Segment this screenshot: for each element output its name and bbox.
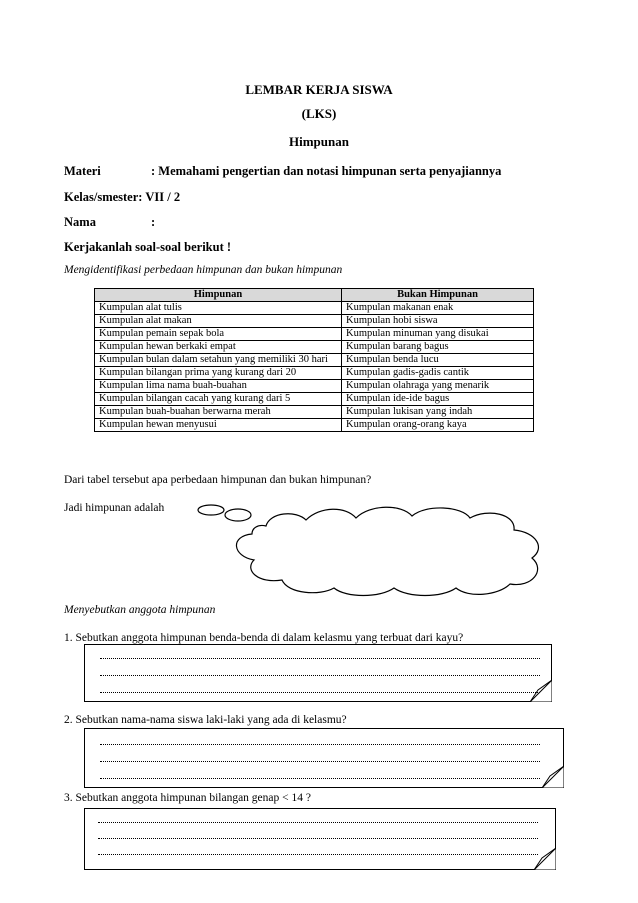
- table-cell: Kumpulan benda lucu: [342, 354, 534, 367]
- nama-value: :: [151, 215, 156, 229]
- table-cell: Kumpulan hewan menyusui: [95, 419, 342, 432]
- question-2: 2. Sebutkan nama-nama siswa laki-laki yang ada di kelasmu?: [64, 714, 347, 726]
- answer-line[interactable]: [100, 744, 540, 745]
- table-cell: Kumpulan olahraga yang menarik: [342, 380, 534, 393]
- answer-line[interactable]: [100, 692, 540, 693]
- table-row: [95, 341, 534, 354]
- table-cell: Kumpulan buah-buahan berwarna merah: [95, 406, 342, 419]
- instruction: Kerjakanlah soal-soal berikut !: [64, 240, 232, 254]
- table-cell: Kumpulan hewan berkaki empat: [95, 341, 342, 354]
- table-row: [95, 354, 534, 367]
- folded-corner-icon: [534, 848, 556, 870]
- table-cell: Kumpulan ide-ide bagus: [342, 393, 534, 406]
- answer-box-2[interactable]: [84, 728, 564, 788]
- section1-question: Dari tabel tersebut apa perbedaan himpunan dan bukan himpunan?: [64, 474, 372, 486]
- table-cell: Kumpulan orang-orang kaya: [342, 419, 534, 432]
- folded-corner-icon: [542, 766, 564, 788]
- cloud-answer-area[interactable]: [196, 500, 576, 600]
- table-row: [95, 419, 534, 432]
- himpunan-table: [94, 288, 534, 432]
- table-cell: Kumpulan bilangan cacah yang kurang dari 5: [95, 393, 342, 406]
- answer-line[interactable]: [98, 854, 538, 855]
- answer-box-3[interactable]: [84, 808, 556, 870]
- section1-conclusion: Jadi himpunan adalah: [64, 502, 165, 514]
- materi-value: : Memahami pengertian dan notasi himpunan serta penyajiannya: [151, 164, 502, 178]
- table-header-bukan-himpunan: Bukan Himpunan: [342, 289, 534, 302]
- table-cell: Kumpulan lukisan yang indah: [342, 406, 534, 419]
- worksheet-topic: Himpunan: [289, 134, 349, 149]
- table-cell: Kumpulan barang bagus: [342, 341, 534, 354]
- materi-label: Materi: [64, 164, 101, 178]
- table-cell: Kumpulan bilangan prima yang kurang dari 20: [95, 367, 342, 380]
- table-cell: Kumpulan bulan dalam setahun yang memiliki 30 hari: [95, 354, 342, 367]
- table-header-himpunan: Himpunan: [95, 289, 342, 302]
- answer-line[interactable]: [98, 822, 538, 823]
- table-cell: Kumpulan minuman yang disukai: [342, 328, 534, 341]
- section2-heading: Menyebutkan anggota himpunan: [64, 604, 216, 616]
- table-row: [95, 380, 534, 393]
- table-row: [95, 393, 534, 406]
- table-cell: Kumpulan makanan enak: [342, 302, 534, 315]
- question-3: 3. Sebutkan anggota himpunan bilangan genap < 14 ?: [64, 792, 311, 804]
- table-cell: Kumpulan gadis-gadis cantik: [342, 367, 534, 380]
- answer-box-1[interactable]: [84, 644, 552, 702]
- table-cell: Kumpulan lima nama buah-buahan: [95, 380, 342, 393]
- answer-line[interactable]: [100, 761, 540, 762]
- answer-line[interactable]: [98, 838, 538, 839]
- table-row: [95, 367, 534, 380]
- table-row: [95, 315, 534, 328]
- table-cell: Kumpulan pemain sepak bola: [95, 328, 342, 341]
- section1-heading: Mengidentifikasi perbedaan himpunan dan bukan himpunan: [64, 264, 343, 276]
- table-cell: Kumpulan hobi siswa: [342, 315, 534, 328]
- answer-line[interactable]: [100, 778, 540, 779]
- worksheet-subtitle: (LKS): [301, 106, 337, 121]
- answer-line[interactable]: [100, 675, 540, 676]
- kelas-label: Kelas/smester: VII / 2: [64, 190, 181, 204]
- nama-label: Nama: [64, 215, 96, 229]
- table-row: [95, 406, 534, 419]
- folded-corner-icon: [530, 680, 552, 702]
- table-row: [95, 328, 534, 341]
- worksheet-title: LEMBAR KERJA SISWA: [245, 82, 393, 97]
- table-row: [95, 302, 534, 315]
- question-1: 1. Sebutkan anggota himpunan benda-benda di dalam kelasmu yang terbuat dari kayu?: [64, 632, 464, 644]
- answer-line[interactable]: [100, 658, 540, 659]
- table-cell: Kumpulan alat tulis: [95, 302, 342, 315]
- table-cell: Kumpulan alat makan: [95, 315, 342, 328]
